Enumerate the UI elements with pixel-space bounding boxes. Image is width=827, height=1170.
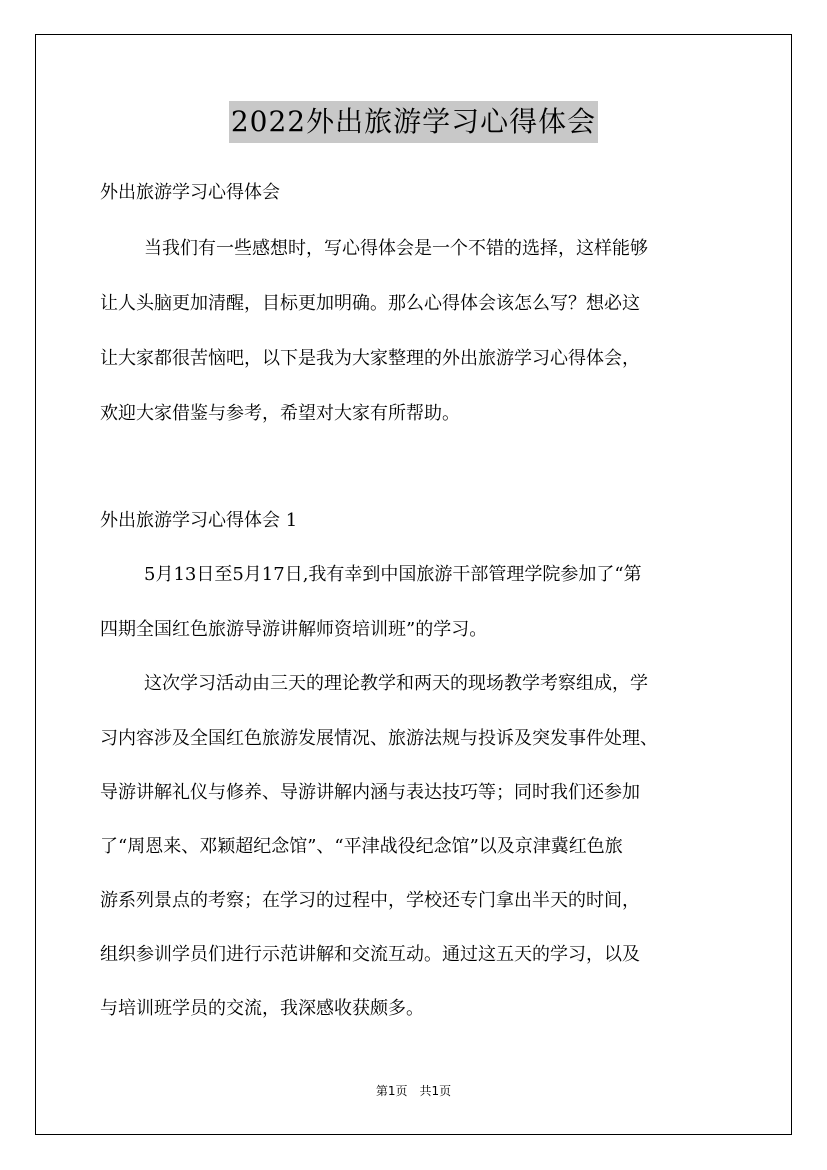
- paragraph-line: 四期全国红色旅游导游讲解师资培训班”的学习。: [100, 619, 488, 640]
- section-heading: 外出旅游学习心得体会 1: [100, 510, 298, 531]
- intro-line: 欢迎大家借鉴与参考，希望对大家有所帮助。: [100, 403, 460, 424]
- paragraph-line: 5月13日至5月17日,我有幸到中国旅游干部管理学院参加了“第: [144, 564, 642, 585]
- paragraph-line: 与培训班学员的交流，我深感收获颇多。: [100, 998, 424, 1019]
- paragraph-line: 习内容涉及全国红色旅游发展情况、旅游法规与投诉及突发事件处理、: [100, 728, 658, 749]
- page-number: 第1页 共1页: [375, 1084, 452, 1098]
- paragraph-line: 组织参训学员们进行示范讲解和交流互动。通过这五天的学习，以及: [100, 944, 640, 965]
- document-title: 2022外出旅游学习心得体会: [229, 101, 598, 143]
- intro-line: 当我们有一些感想时，写心得体会是一个不错的选择，这样能够: [144, 238, 648, 259]
- paragraph-line: 这次学习活动由三天的理论教学和两天的现场教学考察组成，学: [144, 673, 648, 694]
- intro-line: 让大家都很苦恼吧，以下是我为大家整理的外出旅游学习心得体会，: [100, 348, 640, 369]
- title-container: [0, 101, 827, 143]
- paragraph-line: 导游讲解礼仪与修养、导游讲解内涵与表达技巧等；同时我们还参加: [100, 782, 640, 803]
- paragraph-line: 了“周恩来、邓颖超纪念馆”、“平津战役纪念馆”以及京津冀红色旅: [100, 836, 623, 857]
- subtitle: 外出旅游学习心得体会: [100, 182, 280, 203]
- paragraph-line: 游系列景点的考察；在学习的过程中，学校还专门拿出半天的时间，: [100, 890, 640, 911]
- intro-line: 让人头脑更加清醒，目标更加明确。那么心得体会该怎么写？想必这: [100, 293, 640, 314]
